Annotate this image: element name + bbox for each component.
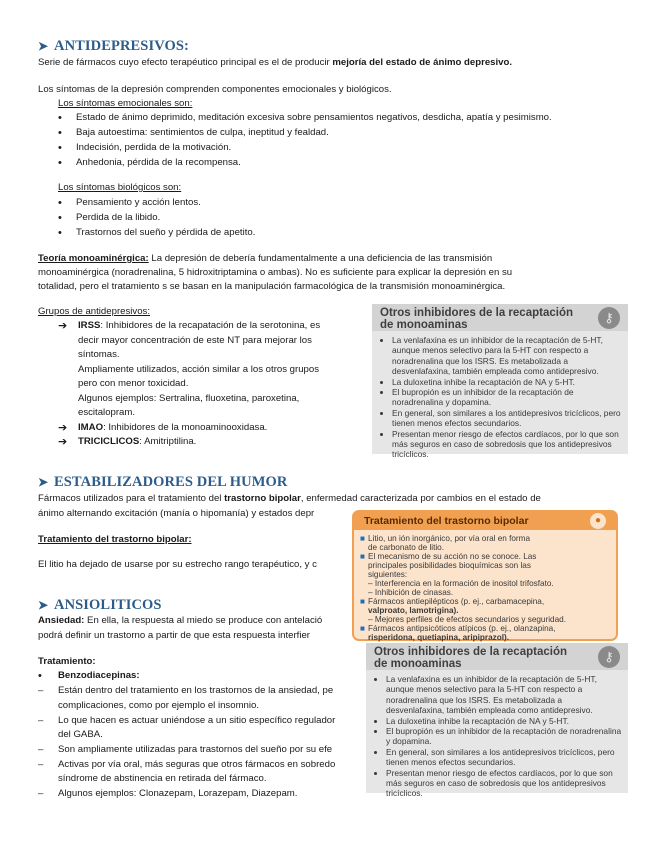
irss-line: decir mayor concentración de este NT para mejorar los — [78, 335, 312, 346]
chevron-right-icon: ➤ — [38, 598, 49, 612]
figure-box-inhibitors-2 — [366, 643, 628, 799]
dash-bullet-icon: – — [38, 788, 44, 799]
figure-box-header — [354, 512, 616, 530]
theory-label: Teoría monoaminérgica: — [38, 253, 149, 264]
figure-box-bipolar — [352, 510, 618, 641]
list-item: Trastornos del sueño y pérdida de apetito. — [76, 227, 256, 238]
groups-title: Grupos de antidepresivos: — [38, 306, 150, 317]
list-item: Indecisión, perdida de la motivación. — [76, 142, 232, 153]
list-item: • La venlafaxina es un inhibidor de la recaptación de 5-HT, aunque menos selectivo para la 5-HT con respecto a noradrenalina que los ISRS. Es metabolizada a desvenlafaxina, también empleada como antidepresivo. — [386, 674, 622, 716]
arrow-right-icon: ➔ — [58, 320, 68, 332]
bullet-icon: • — [58, 227, 62, 239]
list-item: Fármacos antiepilépticos (p. ej., carbamacepina, — [368, 597, 545, 606]
bullet-icon: • — [58, 157, 62, 169]
pill-icon: ● — [590, 513, 606, 529]
antidep-intro-bold: mejoría del estado de ánimo depresivo. — [332, 57, 513, 68]
irss-line: pero con menor toxicidad. — [78, 378, 189, 389]
estab-text: Fármacos utilizados para el tratamiento del — [38, 493, 225, 504]
arrow-right-icon: ➔ — [58, 422, 68, 434]
figure-box-list — [372, 335, 628, 460]
list-item: • En general, son similares a los antidepresivos tricíclicos, pero tienen menos efectos secundarios. — [386, 747, 622, 768]
dash-bullet-icon: – — [38, 715, 44, 726]
irss-label: IRSS — [78, 320, 101, 331]
figure-box-header — [366, 643, 628, 670]
emotional-symptoms-title: Los síntomas emocionales son: — [58, 98, 193, 109]
list-item: síndrome de abstinencia en retirada del fármaco. — [58, 773, 267, 784]
figure-box-title: Tratamiento del trastorno bipolar — [364, 515, 529, 527]
antidep-intro-text: Serie de fármacos cuyo efecto terapéutico principal es el de producir — [38, 57, 333, 68]
list-item: • La duloxetina inhibe la recaptación de NA y 5-HT. — [386, 716, 622, 726]
antidepresivos-heading-text: ANTIDEPRESIVOS: — [54, 38, 189, 54]
symptoms-intro: Los síntomas de la depresión comprenden componentes emocionales y biológicos. — [38, 84, 392, 95]
bipolar-treatment-title: Tratamiento del trastorno bipolar: — [38, 534, 192, 545]
irss-line: escitalopram. — [78, 407, 136, 418]
list-item: • En general, son similares a los antidepresivos tricíclicos, pero tienen menos efectos secundarios. — [392, 408, 622, 429]
square-bullet-icon: ■ — [360, 597, 365, 606]
list-item: • Presentan menor riesgo de efectos cardíacos, por lo que son más seguros en caso de sobredosis que los antidepresivos tricíclicos. — [392, 429, 622, 460]
tric-label: TRICICLICOS — [78, 436, 140, 447]
chevron-right-icon: ➤ — [38, 475, 49, 489]
tric-text: : Amitriptilina. — [139, 436, 197, 447]
bullet-icon: • — [58, 142, 62, 154]
list-item: Están dentro del tratamiento en los trastornos de la ansiedad, pe — [58, 685, 334, 696]
arrow-right-icon: ➔ — [58, 436, 68, 448]
irss-text: : Inhibidores de la recapatación de la serotonina, es — [100, 320, 321, 331]
list-item: Pensamiento y acción lentos. — [76, 197, 201, 208]
dash-bullet-icon: – — [38, 744, 44, 755]
theory-text: La depresión de debería fundamentalmente a una deficiencia de las transmisión — [148, 253, 493, 264]
theory-line-3: totalidad, pero el tratamiento s se basan en la manipulación farmacológica de la transmisión monoaminérgica. — [38, 281, 506, 292]
list-item: • La duloxetina inhibe la recaptación de NA y 5-HT. — [392, 377, 622, 387]
imao-line — [78, 421, 267, 435]
list-item: El mecanismo de su acción no se conoce. Las — [368, 552, 537, 561]
list-item: Algunos ejemplos: Clonazepam, Lorazepam, Diazepam. — [58, 788, 298, 799]
dash-bullet-icon: – — [38, 759, 44, 770]
imao-text: : Inhibidores de la monoaminooxidasa. — [103, 422, 268, 433]
ansiedad-line-2: podrá definir un trastorno a partir de que esta respuesta interfier — [38, 630, 310, 641]
section-heading-estabilizadores — [38, 474, 287, 491]
irss-line: síntomas. — [78, 349, 120, 360]
figure-box-title: Otros inhibidores de la recaptación — [380, 307, 573, 319]
bullet-icon: • — [58, 112, 62, 124]
estab-line-1 — [38, 492, 541, 506]
list-item: principales posibilidades bioquímicas son las — [368, 561, 531, 570]
estab-bold: trastorno bipolar — [224, 493, 301, 504]
ansiedad-text: En ella, la respuesta al miedo se produce con antelació — [84, 615, 323, 626]
bullet-icon: • — [58, 127, 62, 139]
bullet-icon: • — [58, 197, 62, 209]
list-item: • El bupropión es un inhibidor de la recaptación de noradrenalina y dopamina. — [392, 387, 622, 408]
figure-box-header — [372, 304, 628, 331]
dash-bullet-icon: – — [38, 685, 44, 696]
ansioliticos-heading-text: ANSIOLITICOS — [54, 597, 162, 613]
list-item: Estado de ánimo deprimido, meditación excesiva sobre pensamientos negativos, desdicha, apatía y pesimismo. — [76, 112, 552, 123]
theory-line-2: monoaminérgica (noradrenalina, 5 hidroxitriptamina o ambas). No es suficiente para explicar la depresión en su — [38, 267, 513, 278]
imao-label: IMAO — [78, 422, 104, 433]
bullet-icon: • — [58, 212, 62, 224]
estabilizadores-heading-text: ESTABILIZADORES DEL HUMOR — [54, 474, 288, 490]
figure-box-title: Otros inhibidores de la recaptación — [374, 646, 567, 658]
section-heading-antidepresivos — [38, 38, 189, 55]
list-item: siguientes: — [368, 570, 408, 579]
list-item: Activas por vía oral, más seguras que otros fármacos en sobredo — [58, 759, 336, 770]
litio-line: El litio ha dejado de usarse por su estrecho rango terapéutico, y c — [38, 559, 317, 570]
list-item: Perdida de la libido. — [76, 212, 161, 223]
list-item: del GABA. — [58, 729, 103, 740]
irss-line — [78, 319, 320, 333]
figure-box-inhibitors — [372, 304, 628, 460]
irss-line: Ampliamente utilizados, acción similar a los otros grupos — [78, 364, 320, 375]
section-heading-ansioliticos — [38, 597, 162, 614]
figure-box-title: de monoaminas — [374, 658, 462, 670]
irss-line: Algunos ejemplos: Sertralina, fluoxetina, paroxetina, — [78, 393, 300, 404]
list-item: Litio, un ión inorgánico, por vía oral en forma — [368, 534, 531, 543]
list-item: valproato, lamotrigina). — [368, 606, 459, 615]
ansiedad-label: Ansiedad: — [38, 615, 85, 626]
list-item: – Inhibición de cinasas. — [368, 588, 454, 597]
list-item: complicaciones, como por ejemplo el insomnio. — [58, 700, 260, 711]
list-item: Son ampliamente utilizadas para trastornos del sueño por su efe — [58, 744, 333, 755]
list-item: Lo que hacen es actuar uniéndose a un sitio específico regulador — [58, 715, 336, 726]
list-item: Fármacos antipsicóticos atípicos (p. ej., olanzapina, — [368, 624, 556, 633]
bullet-icon: • — [38, 670, 42, 682]
list-item: • Presentan menor riesgo de efectos cardíacos, por lo que son más seguros en caso de sobredosis que los antidepresivos tricíclicos. — [386, 768, 622, 799]
list-item: Anhedonia, pérdida de la recompensa. — [76, 157, 241, 168]
list-item: de carbonato de litio. — [368, 543, 445, 552]
biological-symptoms-title: Los síntomas biológicos son: — [58, 182, 182, 193]
list-item: – Mejores perfiles de efectos secundarios y seguridad. — [368, 615, 566, 624]
list-item: • El bupropión es un inhibidor de la recaptación de noradrenalina y dopamina. — [386, 726, 622, 747]
square-bullet-icon: ■ — [360, 534, 365, 543]
ansiedad-line-1 — [38, 614, 322, 628]
square-bullet-icon: ■ — [360, 552, 365, 561]
tric-line — [78, 435, 196, 449]
key-icon: ⚷ — [598, 646, 620, 668]
list-item: – Interferencia en la formación de inositol trifosfato. — [368, 579, 554, 588]
benzo-title: Benzodiacepinas: — [58, 670, 140, 681]
antidep-intro — [38, 56, 512, 70]
list-item: Baja autoestima: sentimientos de culpa, ineptitud y fealdad. — [76, 127, 329, 138]
square-bullet-icon: ■ — [360, 624, 365, 633]
figure-box-list — [366, 674, 628, 799]
chevron-right-icon: ➤ — [38, 39, 49, 53]
estab-text: , enfermedad caracterizada por cambios en el estado de — [300, 493, 541, 504]
key-icon: ⚷ — [598, 307, 620, 329]
theory-paragraph — [38, 252, 492, 266]
list-item: risperidona, quetiapina, aripiprazol). — [368, 633, 510, 642]
treatment-title: Tratamiento: — [38, 656, 96, 667]
estab-line-2: ánimo alternando excitación (manía o hipomanía) y estados depr — [38, 508, 315, 519]
figure-box-title: de monoaminas — [380, 319, 468, 331]
list-item: • La venlafaxina es un inhibidor de la recaptación de 5-HT, aunque menos selectivo para la 5-HT con respecto a noradrenalina que los ISRS. Es metabolizada a desvenlafaxina, también empleada como antidepresivo. — [392, 335, 622, 377]
